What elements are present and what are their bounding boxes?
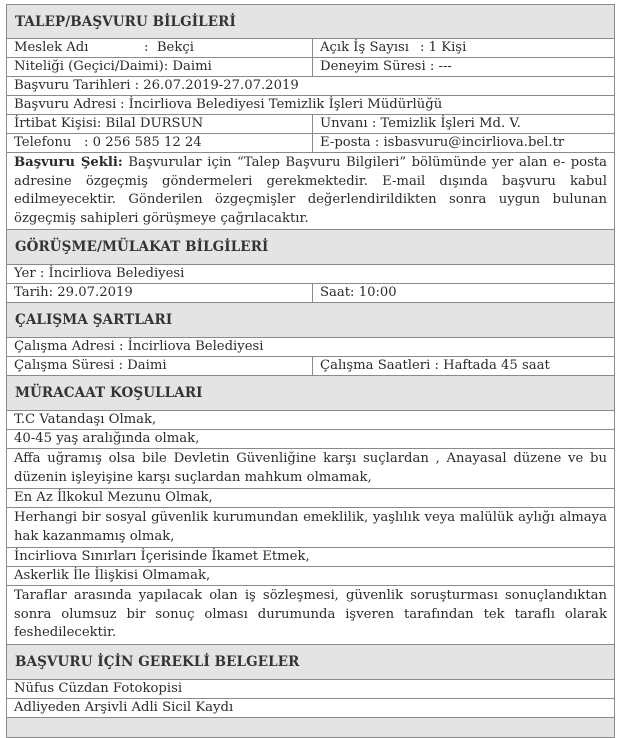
telefon-cell xyxy=(7,134,313,152)
table-row xyxy=(7,338,614,357)
table-row xyxy=(7,265,614,284)
irtibat-kisisi-cell: İrtibat Kişisi: Bilal DURSUN xyxy=(7,115,313,133)
acik-is-sayisi-cell xyxy=(313,39,614,57)
section-header-next xyxy=(7,718,614,738)
table-row xyxy=(7,284,614,303)
table-row xyxy=(7,134,614,153)
document-text: Nüfus Cüzdan Fotokopisi xyxy=(14,680,183,696)
telefon-value: : 0 256 585 12 24 xyxy=(84,135,202,150)
meslek-adi-value: Bekçi xyxy=(156,40,194,55)
list-item xyxy=(7,411,614,430)
basvuru-sekli-text: Başvurular için “Talep Başvuru Bilgileri” bölümünde yer alan e- posta adresine özgeçmiş göndermeleri gerekmektedir. E-mail dışında başvuru kabul edilmeyecektir. Gönderilen özgeçmişler değerlendirildikten sonra uygun bulunan özgeçmiş sahipleri görüşmeye çağrılacaktır. xyxy=(14,155,608,226)
acik-is-sep: : xyxy=(420,40,425,55)
meslek-adi-sep: : xyxy=(144,40,149,55)
deneyim-cell: Deneyim Süresi : --- xyxy=(320,59,452,74)
list-item xyxy=(7,489,614,508)
calisma-suresi-cell: Çalışma Süresi : Daimi xyxy=(7,357,313,375)
list-item xyxy=(7,449,614,489)
condition-text: İncirliova Sınırları İçerisinde İkamet Etmek, xyxy=(14,549,310,564)
table-row xyxy=(7,153,614,230)
list-item xyxy=(7,699,614,718)
eposta-cell: E-posta : isbasvuru@incirliova.bel.tr xyxy=(320,135,565,150)
list-item xyxy=(7,567,614,586)
document-text: Adliyeden Arşivli Adli Sicil Kaydı xyxy=(14,699,234,715)
acik-is-value: 1 Kişi xyxy=(428,40,467,55)
section-header-talep: TALEP/BAŞVURU BİLGİLERİ xyxy=(7,4,614,39)
list-item xyxy=(7,680,614,699)
job-posting-document xyxy=(6,4,615,738)
calisma-saatleri-cell: Çalışma Saatleri : Haftada 45 saat xyxy=(320,358,550,373)
section-header-calisma: ÇALIŞMA ŞARTLARI xyxy=(7,303,614,338)
niteligi-cell: Niteliği (Geçici/Daimi): Daimi xyxy=(7,58,313,76)
table-row xyxy=(7,77,614,96)
list-item xyxy=(7,430,614,449)
condition-text: Taraflar arasında yapılacak olan iş sözleşmesi, güvenlik soruşturması sonuçlandıktan sonra olumsuz bir sonuç olması durumunda işveren tarafından tek taraflı olarak feshedilecektir. xyxy=(14,588,607,640)
basvuru-adresi-value: : İncirliova Belediyesi Temizlik İşleri Müdürlüğü xyxy=(120,97,443,112)
table-row xyxy=(7,115,614,134)
telefon-label: Telefonu xyxy=(14,135,72,150)
condition-text: Askerlik İle İlişkisi Olmamak, xyxy=(14,568,211,583)
table-row xyxy=(7,39,614,58)
table-row xyxy=(7,96,614,115)
calisma-adresi-cell: Çalışma Adresi : İncirliova Belediyesi xyxy=(14,339,264,354)
unvan-cell: Unvanı : Temizlik İşleri Md. V. xyxy=(320,116,521,131)
section-header-muracaat: MÜRACAAT KOŞULLARI xyxy=(7,376,614,411)
list-item xyxy=(7,586,614,645)
basvuru-adresi-cell xyxy=(7,96,614,114)
section-header-belgeler: BAŞVURU İÇİN GEREKLİ BELGELER xyxy=(7,645,614,680)
list-item xyxy=(7,548,614,567)
basvuru-sekli-cell xyxy=(7,153,614,229)
condition-text: Herhangi bir sosyal güvenlik kurumundan emeklilik, yaşlılık veya malülük aylığı almaya hak kazanmamış olmak, xyxy=(14,510,607,544)
meslek-adi-cell xyxy=(7,39,313,57)
table-row xyxy=(7,58,614,77)
meslek-adi-label: Meslek Adı xyxy=(14,40,89,55)
basvuru-sekli-label: Başvuru Şekli: xyxy=(14,155,123,170)
condition-text: T.C Vatandaşı Olmak, xyxy=(14,412,157,427)
basvuru-tarihleri-cell: Başvuru Tarihleri : 26.07.2019-27.07.2019 xyxy=(14,78,299,93)
gorusme-tarih-cell: Tarih: 29.07.2019 xyxy=(7,284,313,302)
section-header-gorusme: GÖRÜŞME/MÜLAKAT BİLGİLERİ xyxy=(7,230,614,265)
gorusme-saat-cell: Saat: 10:00 xyxy=(320,285,397,300)
condition-text: Affa uğramış olsa bile Devletin Güvenliğine karşı suçlardan , Anayasal düzene ve bu düzenin işleyişine karşı suçlardan mahkum olmamak, xyxy=(14,451,607,485)
list-item xyxy=(7,508,614,548)
table-row xyxy=(7,357,614,376)
gorusme-yer-cell: Yer : İncirliova Belediyesi xyxy=(14,266,185,281)
basvuru-adresi-label: Başvuru Adresi xyxy=(14,97,117,112)
acik-is-label: Açık İş Sayısı xyxy=(320,40,410,55)
condition-text: En Az İlkokul Mezunu Olmak, xyxy=(14,490,213,505)
condition-text: 40-45 yaş aralığında olmak, xyxy=(14,431,200,446)
